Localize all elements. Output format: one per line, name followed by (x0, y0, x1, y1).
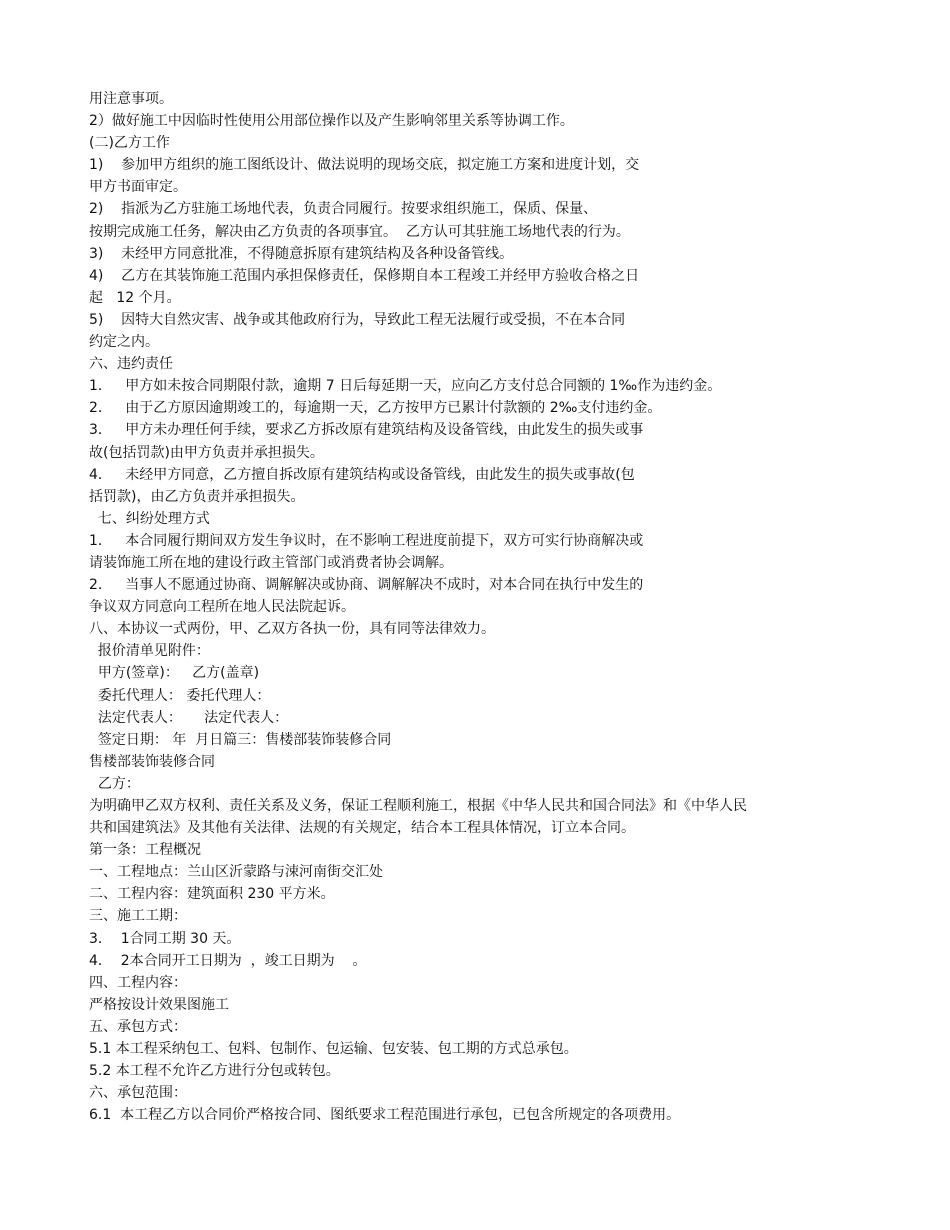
document-line: 3． 1合同工期 30 天。 (89, 930, 241, 947)
document-line: 五、承包方式： (89, 1018, 187, 1035)
document-line: 4) 乙方在其装饰施工范围内承担保修责任，保修期自本工程竣工并经甲方验收合格之日 (89, 267, 640, 284)
document-line: (二)乙方工作 (89, 135, 170, 152)
document-line: 用注意事项。 (89, 91, 173, 107)
document-line: 4． 2本合同开工日期为 ，竣工日期为 。 (89, 952, 367, 969)
document-line: 2) 指派为乙方驻施工场地代表，负责合同履行。按要求组织施工，保质、保量、 (89, 201, 598, 218)
document-line: 共和国建筑法》及其他有关法律、法规的有关规定，结合本工程具体情况，订立本合同。 (89, 820, 635, 837)
document-line: 起 12 个月。 (89, 289, 181, 306)
document-line: 售楼部装饰装修合同 (89, 753, 215, 770)
document-line: 5.1 本工程采纳包工、包料、包制作、包运输、包安装、包工期的方式总承包。 (89, 1041, 578, 1058)
document-line: 签定日期： 年 月日篇三：售楼部装饰装修合同 (89, 731, 392, 748)
document-line: 1． 本合同履行期间双方发生争议时，在不影响工程进度前提下，双方可实行协商解决或 (89, 532, 644, 549)
document-line: 6.1 本工程乙方以合同价严格按合同、图纸要求工程范围进行承包，已包含所规定的各项费用。 (89, 1107, 681, 1124)
document-line: 一、工程地点：兰山区沂蒙路与涑河南街交汇处 (89, 864, 383, 881)
document-line: 3． 甲方未办理任何手续，要求乙方拆改原有建筑结构及设备管线，由此发生的损失或事 (89, 422, 644, 439)
document-line: 请装饰施工所在地的建设行政主管部门或消费者协会调解。 (89, 554, 453, 571)
document-line: 四、工程内容： (89, 974, 187, 991)
document-line: 六、违约责任 (89, 356, 173, 373)
document-line: 六、承包范围： (89, 1085, 187, 1102)
document-line: 括罚款)，由乙方负责并承担损失。 (89, 488, 305, 505)
document-line: 甲方书面审定。 (89, 179, 187, 196)
document-line: 故(包括罚款)由甲方负责并承担损失。 (89, 444, 324, 461)
document-line: 5.2 本工程不允许乙方进行分包或转包。 (89, 1063, 340, 1080)
document-line: 甲方(签章)： 乙方(盖章) (89, 665, 260, 682)
document-line: 约定之内。 (89, 334, 159, 351)
document-line: 争议双方同意向工程所在地人民法院起诉。 (89, 599, 355, 616)
document-line: 为明确甲乙双方权利、责任关系及义务，保证工程顺利施工，根据《中华人民共和国合同法》和《中华人民 (89, 798, 747, 814)
document-line: 法定代表人： 法定代表人： (89, 709, 289, 726)
document-line: 3) 未经甲方同意批准，不得随意拆原有建筑结构及各种设备管线。 (89, 245, 514, 262)
document-line: 2． 由于乙方原因逾期竣工的，每逾期一天，乙方按甲方已累计付款额的 2‰支付违约金。 (89, 400, 662, 417)
document-line: 委托代理人： 委托代理人： (89, 687, 271, 704)
document-line: 二、工程内容：建筑面积 230 平方米。 (89, 886, 335, 903)
document-line: 八、本协议一式两份，甲、乙双方各执一份，具有同等法律效力。 (89, 621, 495, 638)
document-line: 2． 当事人不愿通过协商、调解解决或协商、调解解决不成时，对本合同在执行中发生的 (89, 577, 644, 594)
document-line: 严格按设计效果图施工 (89, 996, 229, 1013)
document-line: 七、纠纷处理方式 (89, 510, 210, 527)
document-line: 2）做好施工中因临时性使用公用部位操作以及产生影响邻里关系等协调工作。 (89, 113, 574, 130)
document-line: 第一条：工程概况 (89, 842, 201, 859)
document-line: 三、施工工期： (89, 908, 187, 925)
document-line: 1． 甲方如未按合同期限付款，逾期 7 日后每延期一天，应向乙方支付总合同额的 1‰作为违约金。 (89, 378, 722, 395)
document-line: 4． 未经甲方同意，乙方擅自拆改原有建筑结构或设备管线，由此发生的损失或事故(包 (89, 466, 635, 483)
document-line: 1) 参加甲方组织的施工图纸设计、做法说明的现场交底，拟定施工方案和进度计划，交 (89, 157, 640, 174)
document-body (89, 88, 919, 1126)
document-line: 报价清单见附件： (89, 643, 210, 660)
document-line: 5) 因特大自然灾害、战争或其他政府行为，导致此工程无法履行或受损，不在本合同 (89, 311, 626, 328)
document-line: 按期完成施工任务，解决由乙方负责的各项事宜。 乙方认可其驻施工场地代表的行为。 (89, 223, 630, 240)
document-line: 乙方： (89, 775, 140, 792)
